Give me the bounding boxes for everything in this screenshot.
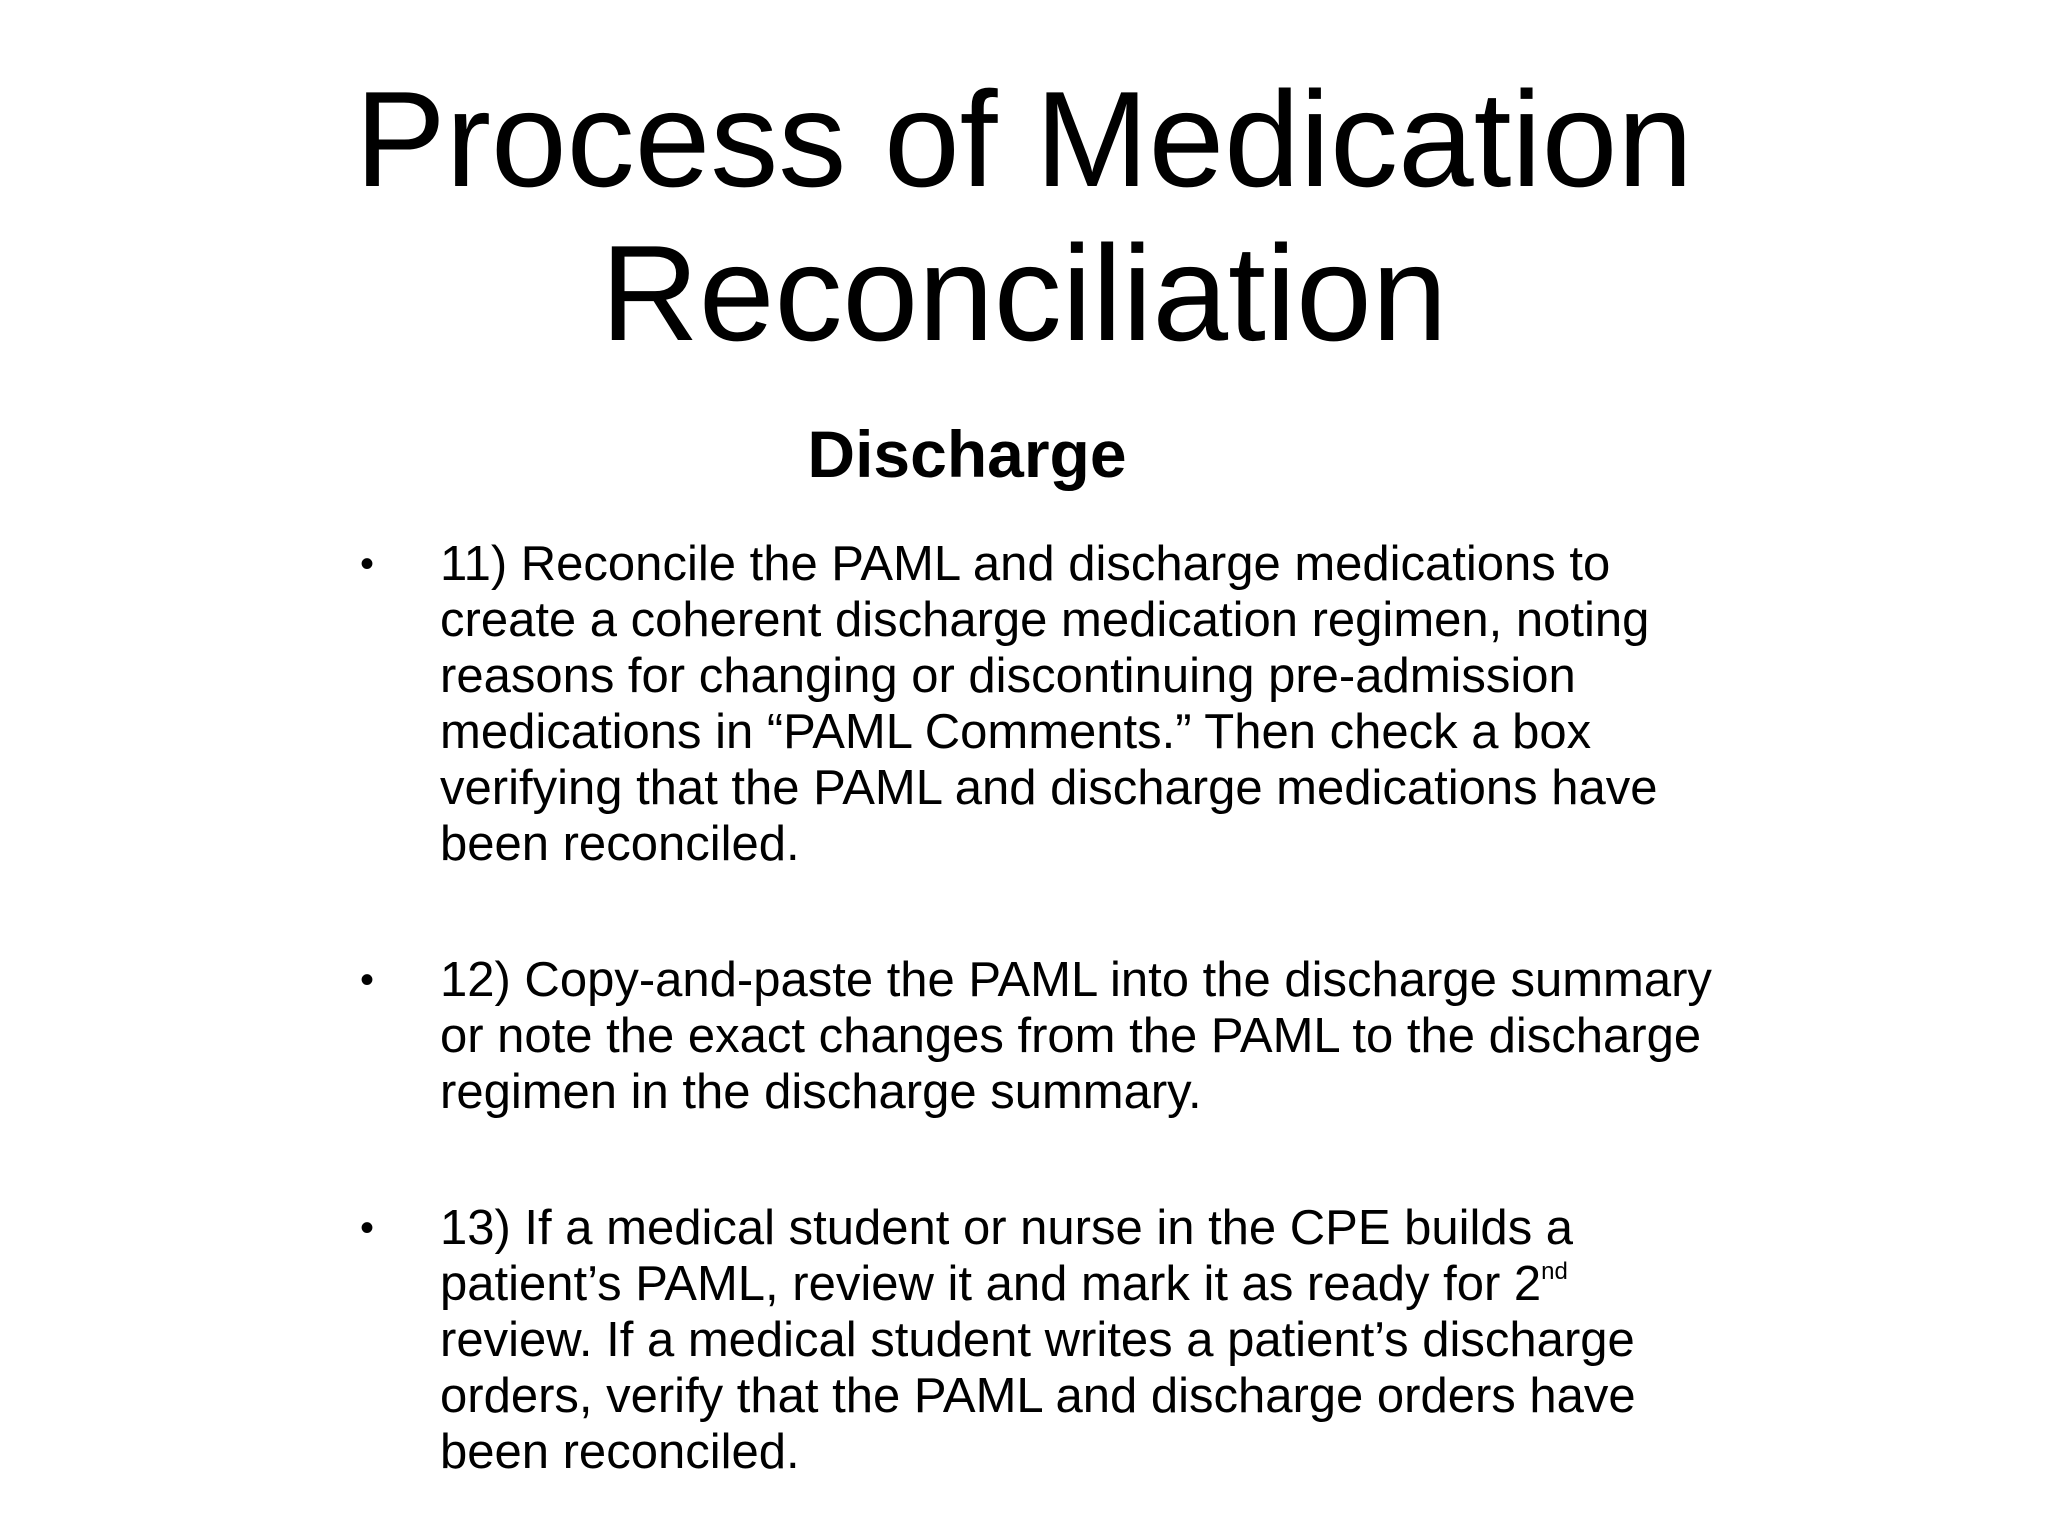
title-line-1: Process of Medication (355, 63, 1693, 215)
bullet-line: medications in “PAML Comments.” Then check a box (440, 705, 1592, 759)
bullet-line: verifying that the PAML and discharge medications have (440, 761, 1658, 815)
bullet-dot-icon: • (360, 542, 375, 586)
bullet-line: create a coherent discharge medication regimen, noting (440, 593, 1650, 647)
bullet-line (440, 1256, 1840, 1312)
bullet-line: been reconciled. (440, 817, 800, 871)
bullet-text (440, 1200, 1840, 1480)
bullet-line: 13) If a medical student or nurse in the CPE builds a (440, 1201, 1574, 1255)
bullet-line: orders, verify that the PAML and discharge orders have (440, 1369, 1636, 1423)
title-line-2: Reconciliation (600, 217, 1448, 369)
bullet-line: been reconciled. (440, 1425, 800, 1479)
slide-title (0, 62, 2048, 370)
bullet-line: regimen in the discharge summary. (440, 1065, 1202, 1119)
bullet-dot-icon: • (360, 1206, 375, 1250)
bullet-line: 11) Reconcile the PAML and discharge medications to (440, 537, 1611, 591)
bullet-line: review. If a medical student writes a patient’s discharge (440, 1313, 1635, 1367)
bullet-text (440, 536, 1840, 872)
bullet-line-text: patient’s PAML, review it and mark it as ready for 2 (440, 1257, 1542, 1311)
bullet-line: 12) Copy-and-paste the PAML into the discharge summary (440, 953, 1712, 1007)
bullet-text (440, 952, 1840, 1120)
ordinal-superscript: nd (1541, 1258, 1568, 1285)
bullet-line: or note the exact changes from the PAML to the discharge (440, 1009, 1702, 1063)
section-heading: Discharge (807, 417, 1127, 491)
bullet-dot-icon: • (360, 958, 375, 1002)
bullet-line: reasons for changing or discontinuing pre-admission (440, 649, 1576, 703)
